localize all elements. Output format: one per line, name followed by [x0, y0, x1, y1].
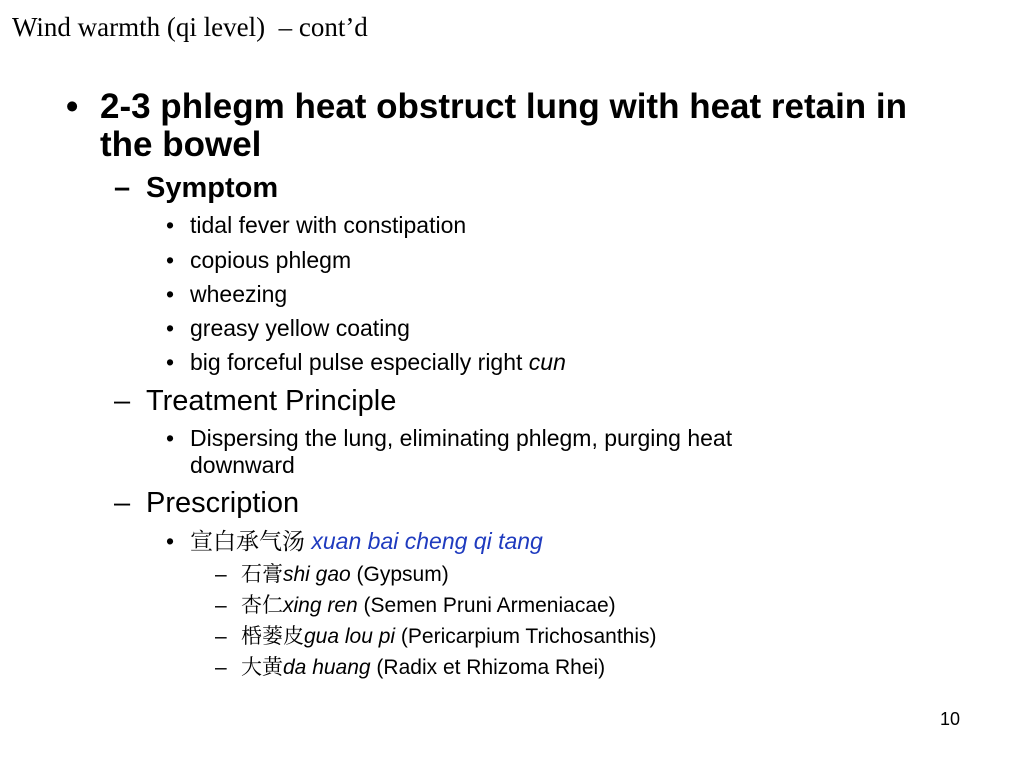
bullet-icon: •: [166, 247, 175, 273]
main-bullet-text: 2-3 phlegm heat obstruct lung with heat retain in the bowel: [100, 87, 908, 164]
symptom-item-text: greasy yellow coating: [190, 315, 410, 341]
dash-marker: –: [215, 656, 227, 679]
herb-latin: (Semen Pruni Armeniacae): [357, 594, 616, 617]
symptom-item-italic: cun: [528, 349, 566, 375]
herb-chinese: 石膏: [241, 562, 283, 586]
main-bullet: [66, 88, 926, 164]
herb-item: [215, 622, 657, 651]
bullet-icon: •: [166, 425, 175, 451]
treatment-item-line2: downward: [190, 452, 295, 478]
herb-chinese: 杏仁: [241, 593, 283, 617]
bullet-icon: •: [166, 212, 175, 238]
herb-latin: (Radix et Rhizoma Rhei): [370, 656, 606, 679]
herb-chinese: 桰蒌皮: [241, 624, 304, 648]
symptom-heading-text: Symptom: [146, 172, 279, 204]
herb-pinyin: da huang: [283, 656, 371, 679]
prescription-heading-text: Prescription: [146, 487, 300, 519]
bullet-icon: •: [66, 87, 79, 126]
herb-item: [215, 560, 449, 589]
herb-item: [215, 653, 605, 682]
treatment-heading-text: Treatment Principle: [146, 385, 397, 417]
symptom-item-text: tidal fever with constipation: [190, 212, 467, 238]
dash-marker: –: [215, 563, 227, 586]
dash-marker: –: [114, 487, 131, 519]
formula-pinyin: xuan bai cheng qi tang: [311, 528, 543, 554]
symptom-item: [166, 349, 566, 376]
herb-latin: (Gypsum): [350, 563, 449, 586]
symptom-item: [166, 247, 351, 274]
symptom-heading: [114, 171, 278, 205]
herb-item: [215, 591, 616, 620]
dash-marker: –: [114, 385, 131, 417]
symptom-item-text: big forceful pulse especially right: [190, 349, 529, 375]
symptom-item-text: wheezing: [190, 281, 288, 307]
bullet-icon: •: [166, 315, 175, 341]
symptom-item: [166, 281, 287, 308]
bullet-icon: •: [166, 281, 175, 307]
treatment-item-line1: Dispersing the lung, eliminating phlegm, purging heat: [190, 425, 733, 451]
herb-pinyin: shi gao: [283, 563, 351, 586]
herb-chinese: 大黄: [241, 655, 283, 679]
formula-chinese: 宣白承气汤: [190, 529, 305, 555]
dash-marker: –: [215, 594, 227, 617]
herb-pinyin: xing ren: [283, 594, 358, 617]
treatment-item-continuation: [166, 452, 295, 479]
bullet-icon: •: [166, 349, 175, 375]
symptom-item: [166, 315, 410, 342]
dash-marker: –: [114, 172, 131, 204]
page-number: 10: [940, 709, 961, 729]
symptom-item-text: copious phlegm: [190, 247, 352, 273]
dash-marker: –: [215, 625, 227, 648]
treatment-heading: [114, 384, 396, 418]
herb-pinyin: gua lou pi: [304, 625, 396, 648]
formula-item: [166, 528, 543, 556]
bullet-icon: •: [166, 528, 175, 554]
treatment-item: [166, 425, 732, 452]
herb-latin: (Pericarpium Trichosanthis): [395, 625, 657, 648]
slide-title: Wind warmth (qi level) – cont’d: [12, 12, 368, 42]
prescription-heading: [114, 486, 299, 520]
symptom-item: [166, 212, 466, 239]
